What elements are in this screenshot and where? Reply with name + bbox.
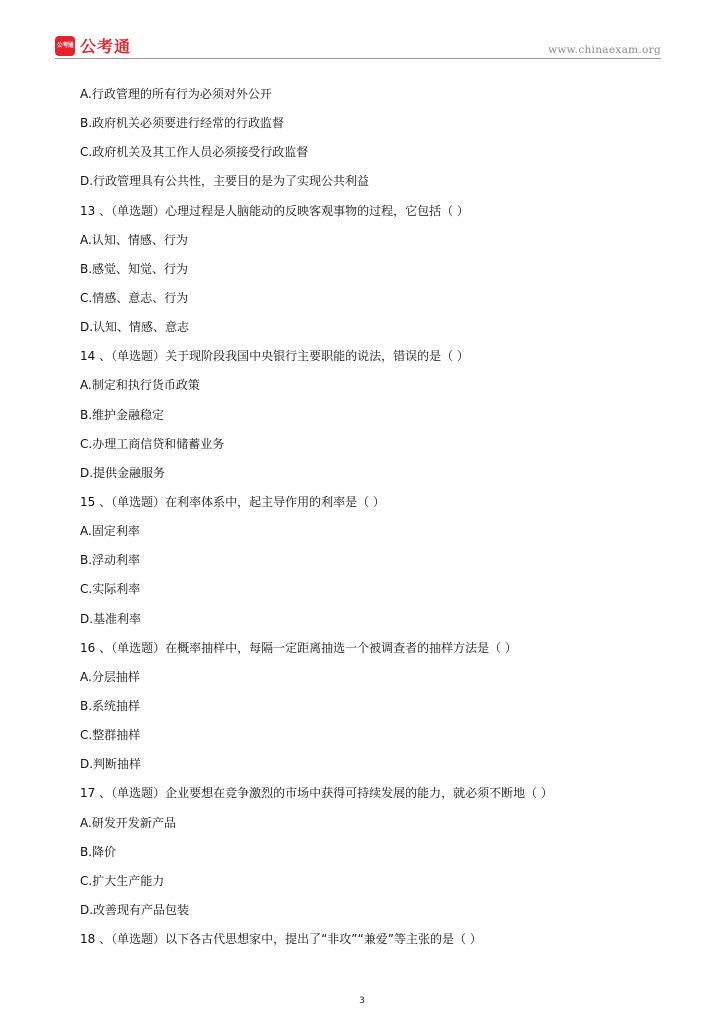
option-line: B.维护金融稳定 xyxy=(80,407,165,422)
site-url: www.chinaexam.org xyxy=(548,44,661,56)
question-line: 17 、（单选题）企业要想在竞争激烈的市场中获得可持续发展的能力，就必须不断地（ ） xyxy=(80,786,553,801)
option-line: C.整群抽样 xyxy=(80,728,141,743)
option-line: D.提供金融服务 xyxy=(80,465,166,480)
option-line: D.判断抽样 xyxy=(80,757,142,772)
option-line: A.研发开发新产品 xyxy=(80,815,176,830)
option-line: C.办理工商信贷和储蓄业务 xyxy=(80,436,225,451)
option-line: A.认知、情感、行为 xyxy=(80,232,188,247)
question-content xyxy=(80,84,660,958)
option-line: B.感觉、知觉、行为 xyxy=(80,261,189,276)
option-line: D.认知、情感、意志 xyxy=(80,320,190,335)
logo-badge-icon: 公考通 xyxy=(55,36,75,56)
question-line: 13 、（单选题）心理过程是人脑能动的反映客观事物的过程，它包括（ ） xyxy=(80,203,469,218)
question-line: 15 、（单选题）在利率体系中，起主导作用的利率是（ ） xyxy=(80,494,385,509)
option-line: A.分层抽样 xyxy=(80,669,140,684)
option-line: C.情感、意志、行为 xyxy=(80,290,189,305)
option-line: A.固定利率 xyxy=(80,524,140,539)
option-line: C.政府机关及其工作人员必须接受行政监督 xyxy=(80,145,309,160)
page-header xyxy=(55,34,661,58)
logo xyxy=(55,34,131,57)
option-line: B.政府机关必须要进行经常的行政监督 xyxy=(80,116,285,131)
page-number: 3 xyxy=(359,996,365,1006)
header-divider xyxy=(55,58,661,59)
option-line: D.基准利率 xyxy=(80,611,142,626)
option-line: A.行政管理的所有行为必须对外公开 xyxy=(80,87,272,101)
option-line: D.改善现有产品包装 xyxy=(80,902,190,917)
question-line: 14 、（单选题）关于现阶段我国中央银行主要职能的说法，错误的是（ ） xyxy=(80,349,469,364)
question-line: 16 、（单选题）在概率抽样中，每隔一定距离抽选一个被调查者的抽样方法是（ ） xyxy=(80,640,517,655)
option-line: B.浮动利率 xyxy=(80,553,141,568)
question-line: 18 、（单选题）以下各古代思想家中，提出了“非攻”“兼爱”等主张的是（ ） xyxy=(80,932,482,947)
option-line: B.降价 xyxy=(80,844,117,859)
option-line: B.系统抽样 xyxy=(80,698,141,713)
option-line: C.扩大生产能力 xyxy=(80,873,165,888)
option-line: D.行政管理具有公共性，主要目的是为了实现公共利益 xyxy=(80,174,370,189)
option-line: C.实际利率 xyxy=(80,582,141,597)
logo-text: 公考通 xyxy=(80,37,132,56)
option-line: A.制定和执行货币政策 xyxy=(80,378,200,393)
